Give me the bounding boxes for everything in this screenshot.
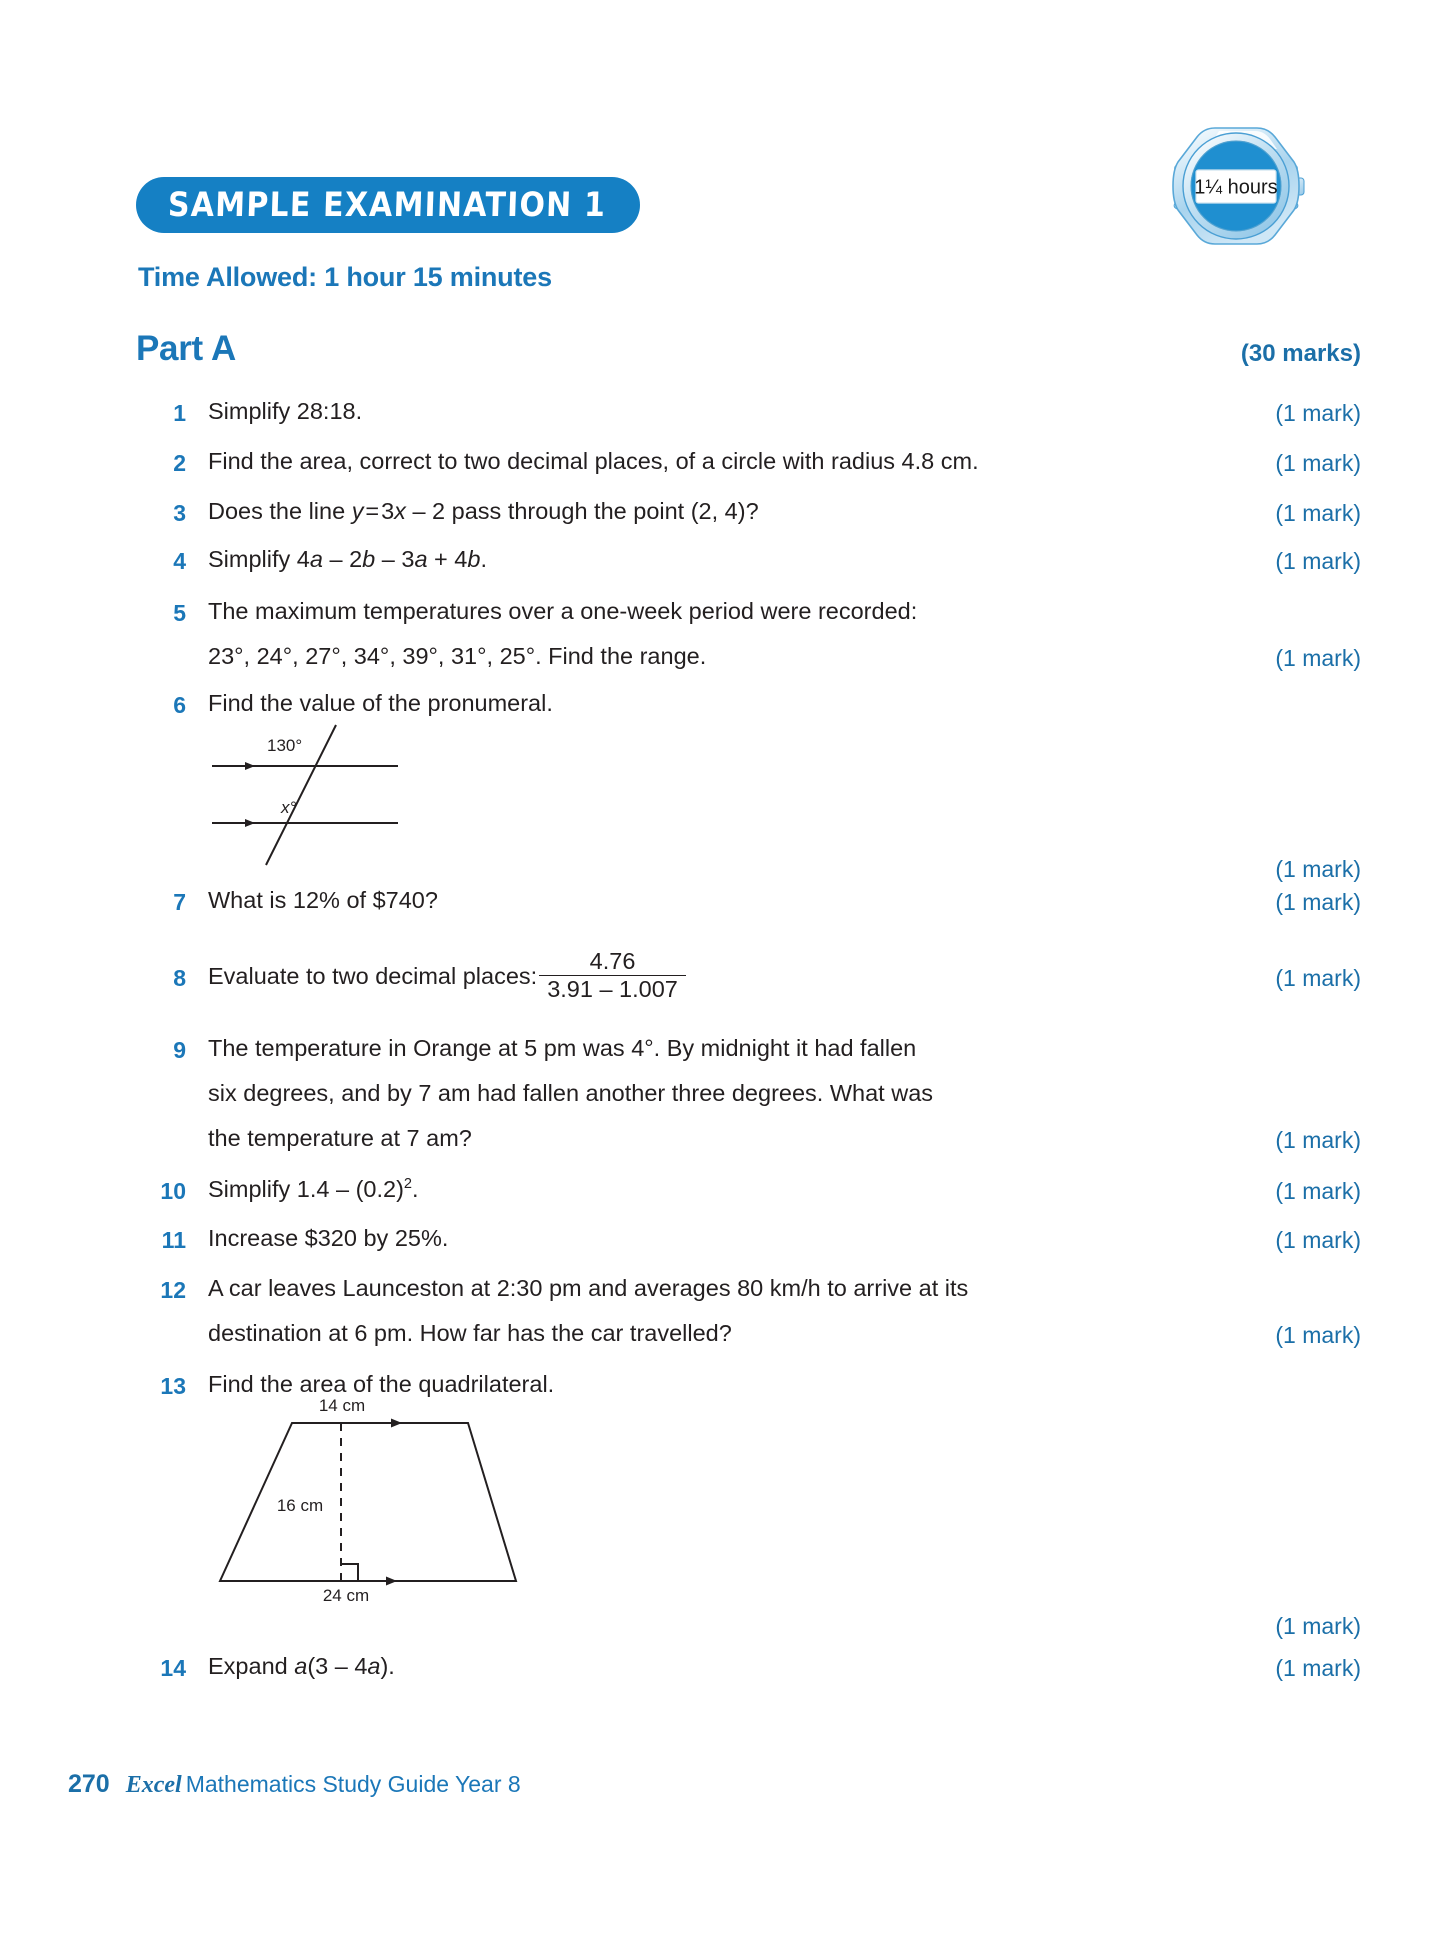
fraction-q8: [539, 949, 686, 1003]
question-text-1: Simplify 28:18.: [208, 398, 363, 424]
question-mark-4: (1 mark): [1275, 548, 1361, 574]
question-text-12-line2: destination at 6 pm. How far has the car travelled?: [208, 1320, 732, 1346]
question-mark-11: (1 mark): [1275, 1227, 1361, 1253]
stopwatch-icon: [1163, 118, 1309, 254]
question-mark-5: (1 mark): [1275, 645, 1361, 671]
question-text-9-line1: The temperature in Orange at 5 pm was 4°. By midnight it had fallen: [208, 1035, 917, 1061]
question-number-1: 1: [173, 400, 186, 426]
question-text-13: Find the area of the quadrilateral.: [208, 1371, 555, 1397]
question-text-6: Find the value of the pronumeral.: [208, 690, 553, 716]
question-text-9-line2: six degrees, and by 7 am had fallen another three degrees. What was: [208, 1080, 934, 1106]
question-mark-2: (1 mark): [1275, 450, 1361, 476]
book-title: Mathematics Study Guide Year 8: [185, 1771, 521, 1797]
angle-label-130: 130°: [267, 736, 303, 755]
trapezium-diagram: [196, 1390, 526, 1620]
angle-label-x: x°: [281, 798, 297, 817]
question-number-9: 9: [173, 1037, 186, 1063]
question-number-14: 14: [160, 1655, 186, 1681]
watch-label-text: 1¼ hours: [1194, 176, 1278, 199]
question-text-4: Simplify 4a – 2b – 3a + 4b.: [208, 546, 487, 572]
time-allowed-label: Time Allowed: 1 hour 15 minutes: [138, 262, 552, 292]
part-a-heading: Part A: [136, 329, 236, 368]
fraction-denominator: 3.91 – 1.007: [539, 975, 686, 1003]
brand-name: Excel: [125, 1772, 182, 1798]
banner-title: SAMPLE EXAMINATION 1: [167, 185, 607, 225]
question-10-base: Simplify 1.4 – (0.2): [208, 1176, 404, 1202]
question-text-11: Increase $320 by 25%.: [208, 1225, 449, 1251]
question-number-8: 8: [173, 965, 186, 991]
trapezium-bottom-label: 24 cm: [322, 1586, 370, 1605]
question-text-8: [208, 950, 688, 1004]
question-mark-14: (1 mark): [1275, 1655, 1361, 1681]
question-text-2: Find the area, correct to two decimal places, of a circle with radius 4.8 cm.: [208, 448, 979, 474]
question-text-9-line3: the temperature at 7 am?: [208, 1125, 472, 1151]
parallel-lines-diagram: [198, 715, 498, 875]
question-number-10: 10: [160, 1178, 186, 1204]
question-mark-8: (1 mark): [1275, 965, 1361, 991]
question-text-5-line1: The maximum temperatures over a one-week period were recorded:: [208, 598, 918, 624]
question-mark-6: (1 mark): [1275, 856, 1361, 882]
question-8-prefix: Evaluate to two decimal places:: [208, 963, 538, 989]
trapezium-height-label: 16 cm: [276, 1496, 324, 1515]
question-number-11: 11: [161, 1227, 186, 1253]
sample-examination-banner: [136, 177, 640, 233]
question-text-12-line1: A car leaves Launceston at 2:30 pm and averages 80 km/h to arrive at its: [208, 1275, 969, 1301]
question-text-5-line2: 23°, 24°, 27°, 34°, 39°, 31°, 25°. Find the range.: [208, 643, 707, 669]
fraction-numerator: 4.76: [589, 948, 636, 974]
question-number-13: 13: [160, 1373, 186, 1399]
question-number-3: 3: [173, 500, 186, 526]
question-mark-10: (1 mark): [1275, 1178, 1361, 1204]
question-text-7: What is 12% of $740?: [208, 887, 438, 913]
question-number-7: 7: [173, 889, 186, 915]
page-number: 270: [68, 1770, 110, 1798]
question-number-2: 2: [173, 450, 186, 476]
question-mark-3: (1 mark): [1275, 500, 1361, 526]
question-10-exponent: 2: [403, 1176, 413, 1193]
question-text-3: Does the line y = 3x – 2 pass through the point (2, 4)?: [208, 498, 759, 524]
question-text-14: Expand a(3 – 4a).: [208, 1653, 395, 1679]
trapezium-top-label: 14 cm: [318, 1396, 366, 1415]
question-mark-13: (1 mark): [1275, 1613, 1361, 1639]
question-number-6: 6: [173, 692, 186, 718]
question-10-suffix: .: [412, 1176, 419, 1202]
question-number-5: 5: [173, 600, 186, 626]
question-mark-1: (1 mark): [1275, 400, 1361, 426]
page-footer: [68, 1770, 521, 1799]
question-text-10: [208, 1178, 419, 1202]
question-mark-9: (1 mark): [1275, 1127, 1361, 1153]
part-a-marks: (30 marks): [1240, 340, 1361, 367]
question-mark-12: (1 mark): [1275, 1322, 1361, 1348]
question-number-12: 12: [160, 1277, 186, 1303]
question-number-4: 4: [173, 548, 186, 574]
question-mark-7: (1 mark): [1275, 889, 1361, 915]
